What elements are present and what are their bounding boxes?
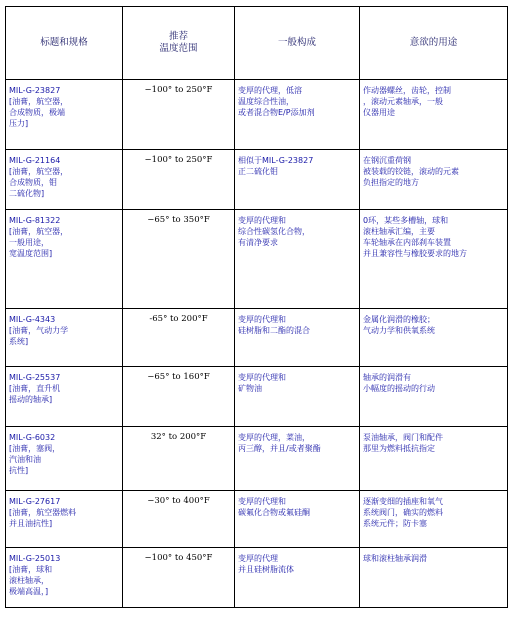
spec-description: [油膏，气动力学 系统] xyxy=(9,326,69,346)
spec-cell xyxy=(6,150,123,210)
header-title-spec: 标题和规格 xyxy=(6,7,123,80)
spec-code: MIL-G-4343 xyxy=(9,315,56,324)
composition-cell: 变厚的代理，低溶 温度综合性油， 或者混合物E/P添加剂 xyxy=(235,80,360,150)
table-row xyxy=(6,548,508,608)
spec-cell xyxy=(6,548,123,608)
table-row xyxy=(6,210,508,309)
spec-description: [油膏，航空器， 一般用途， 宽温度范围] xyxy=(9,227,69,258)
spec-code: MIL-G-25537 xyxy=(9,373,61,382)
spec-cell xyxy=(6,367,123,427)
usage-cell: 泵油轴承，阀门和配件 那里为燃料抵抗指定 xyxy=(360,427,508,491)
temp-range-cell: 32° to 200°F xyxy=(123,427,235,491)
spec-description: [油膏，航空器燃料 并且油抗性] xyxy=(9,508,77,528)
usage-cell: 逐渐变细的插座和氧气 系统阀门，确实的燃料 系统元件；防卡塞 xyxy=(360,491,508,548)
composition-cell: 相似于MIL-G-23827 正二硫化钼 xyxy=(235,150,360,210)
composition-cell: 变厚的代理 并且硅树脂流体 xyxy=(235,548,360,608)
spec-cell xyxy=(6,309,123,367)
header-row xyxy=(6,7,508,80)
composition-cell: 变厚的代理和 综合性碳氢化合物， 有清净要求 xyxy=(235,210,360,309)
spec-code: MIL-G-6032 xyxy=(9,433,56,442)
temp-range-cell: −100° to 250°F xyxy=(123,80,235,150)
usage-cell: 在钢沉重荷钢 被装载的铰链，滚动的元素 负担指定的地方 xyxy=(360,150,508,210)
spec-code: MIL-G-25013 xyxy=(9,554,61,563)
temp-range-cell: −30° to 400°F xyxy=(123,491,235,548)
table-row xyxy=(6,427,508,491)
spec-description: [油膏，塞阀， 汽油和油 抗性] xyxy=(9,444,61,475)
usage-cell: 球和滚柱轴承润滑 xyxy=(360,548,508,608)
temp-range-cell: −65° to 350°F xyxy=(123,210,235,309)
table-row xyxy=(6,491,508,548)
temp-range-cell: −100° to 250°F xyxy=(123,150,235,210)
table-row xyxy=(6,80,508,150)
spec-description: [油膏，直升机 摇动的轴承] xyxy=(9,384,61,404)
spec-code: MIL-G-81322 xyxy=(9,216,61,225)
spec-code: MIL-G-21164 xyxy=(9,156,61,165)
composition-cell: 变厚的代理和 硅树脂和二酯的混合 xyxy=(235,309,360,367)
spec-cell xyxy=(6,210,123,309)
spec-cell xyxy=(6,80,123,150)
spec-code: MIL-G-23827 xyxy=(9,86,61,95)
temp-range-cell: −100° to 450°F xyxy=(123,548,235,608)
spec-description: [油膏，航空器， 合成物质，极端 压力] xyxy=(9,97,69,128)
composition-cell: 变厚的代理和 矿物油 xyxy=(235,367,360,427)
usage-cell: 0环，某些多槽轴，球和 滚柱轴承汇编，主要 车轮轴承在内部刹车装置 并且兼容性与橡胶要求的地方 xyxy=(360,210,508,309)
spec-code: MIL-G-27617 xyxy=(9,497,61,506)
table-row xyxy=(6,367,508,427)
composition-cell: 变厚的代理，菜油， 丙三醇，并且/或者聚酯 xyxy=(235,427,360,491)
temp-range-cell: −65° to 160°F xyxy=(123,367,235,427)
spec-description: [油膏，球和 滚柱轴承， 极端高温，] xyxy=(9,565,53,596)
table-row xyxy=(6,150,508,210)
spec-cell xyxy=(6,491,123,548)
usage-cell: 作动器螺丝，齿轮，控制 ，滚动元素轴承，一般 仪器用途 xyxy=(360,80,508,150)
header-composition: 一般构成 xyxy=(235,7,360,80)
usage-cell: 轴承的润滑有 小幅度的摇动的行动 xyxy=(360,367,508,427)
spec-cell xyxy=(6,427,123,491)
grease-spec-table xyxy=(5,6,508,608)
table-row xyxy=(6,309,508,367)
header-temp-range: 推荐 温度范围 xyxy=(123,7,235,80)
composition-cell: 变厚的代理和 碳氟化合物或氟硅酮 xyxy=(235,491,360,548)
spec-description: [油膏，航空器， 合成物质，钼 二硫化物] xyxy=(9,167,69,198)
temp-range-cell: -65° to 200°F xyxy=(123,309,235,367)
spec-table-container xyxy=(5,6,508,608)
usage-cell: 金属化润滑的橡胶； 气动力学和供氧系统 xyxy=(360,309,508,367)
header-usage: 意欲的用途 xyxy=(360,7,508,80)
